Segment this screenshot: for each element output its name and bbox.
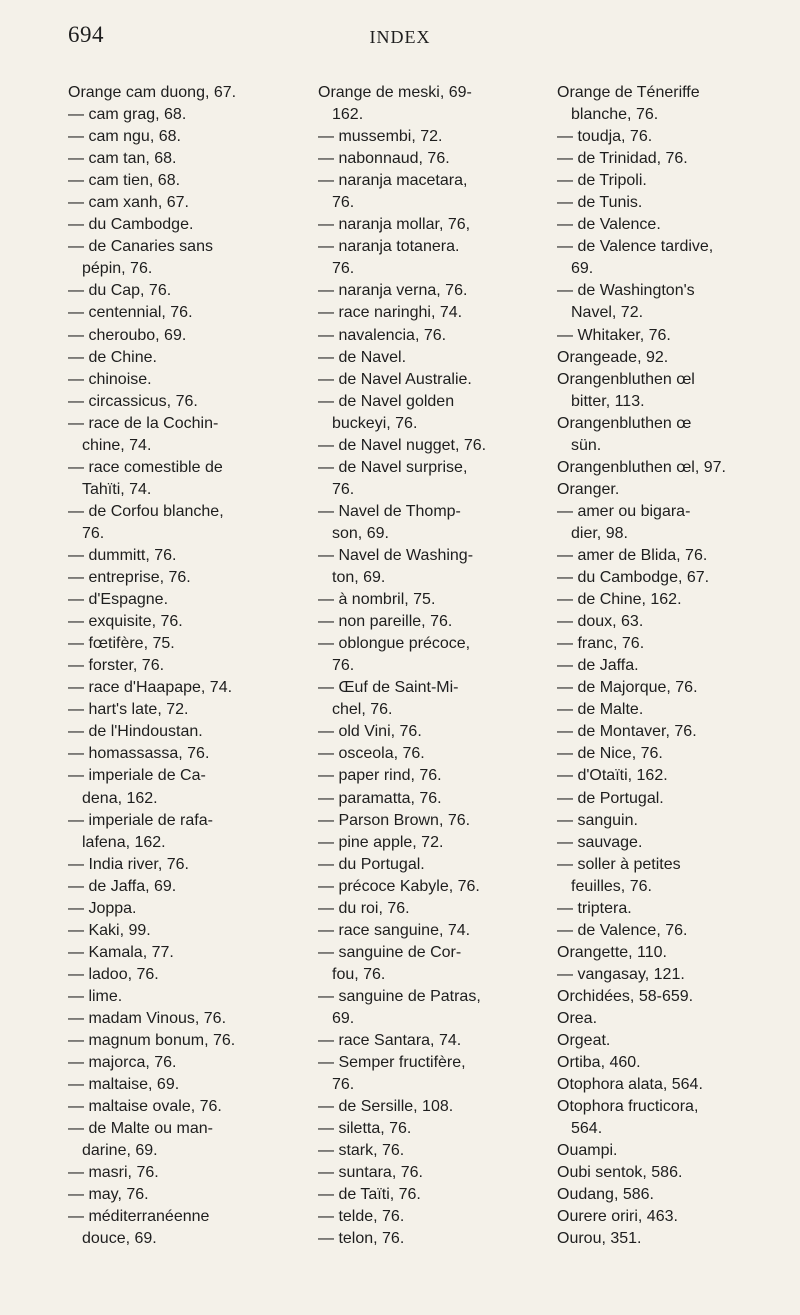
index-entry-line: — cam grag, 68. — [68, 106, 187, 124]
index-entry-line: — franc, 76. — [557, 635, 645, 653]
index-entry-line: — cheroubo, 69. — [68, 326, 187, 344]
index-entry-line: Orange de meski, 69- — [318, 84, 472, 101]
index-entry-line: — hart's late, 72. — [68, 701, 189, 719]
index-entry-line: — de Navel Australie. — [318, 370, 472, 388]
page-number: 694 — [68, 22, 104, 47]
index-entry-line: — naranja mollar, 76, — [318, 216, 471, 234]
index-entry-line: Orangeade, 92. — [557, 348, 669, 366]
index-entry-line: — de Tripoli. — [557, 172, 647, 190]
index-entry-line: son, 69. — [332, 524, 389, 542]
index-entry-line: — de Nice, 76. — [557, 745, 663, 763]
index-entry-line: — India river, 76. — [68, 855, 189, 873]
index-entry-line: — de Jaffa, 69. — [68, 877, 177, 895]
index-entry-line: chel, 76. — [332, 701, 393, 719]
index-entry-line: Orangenbluthen œ — [557, 414, 692, 432]
index-column-3 — [557, 82, 772, 1250]
index-entry-line: — sauvage. — [557, 833, 643, 851]
index-entry-line: — cam xanh, 67. — [68, 194, 189, 212]
index-entry-line: sün. — [571, 436, 602, 454]
index-entry-line: — de Montaver, 76. — [557, 723, 697, 741]
index-entry-line: — Kaki, 99. — [68, 921, 151, 939]
index-entry-line: — fœtifère, 75. — [68, 635, 175, 653]
index-entry-line: — du roi, 76. — [318, 899, 410, 917]
index-entry-line: fou, 76. — [332, 965, 386, 983]
index-entry-line: — de Jaffa. — [557, 657, 639, 675]
index-entry-line: — suntara, 76. — [318, 1164, 423, 1182]
index-entry-line: — Œuf de Saint-Mi- — [318, 679, 459, 697]
index-entry-line: — paramatta, 76. — [318, 789, 442, 807]
index-entry-line: — race naringhi, 74. — [318, 304, 463, 322]
index-entry-line: — de Corfou blanche, — [68, 502, 224, 520]
index-entry-line: — pine apple, 72. — [318, 833, 444, 851]
index-entry-line: — de Canaries sans — [68, 238, 213, 256]
running-head: INDEX — [369, 27, 431, 47]
index-entry-line: — navalencia, 76. — [318, 326, 447, 344]
index-entry-line: — masri, 76. — [68, 1164, 159, 1182]
index-entry-line: — centennial, 76. — [68, 304, 193, 322]
index-entry-line: — de Valence. — [557, 216, 661, 234]
index-entry-line: — exquisite, 76. — [68, 613, 183, 631]
index-entry-line: Orangenbluthen œl — [557, 370, 695, 388]
index-entry-line: — lime. — [68, 987, 123, 1005]
index-entry-line: — naranja verna, 76. — [318, 282, 468, 300]
index-entry-line: 564. — [571, 1120, 603, 1138]
index-entry-line: — entreprise, 76. — [68, 569, 191, 587]
index-entry-line: — du Cambodge. — [68, 216, 194, 234]
index-entry-line: bitter, 113. — [571, 392, 645, 410]
index-entry-line: pépin, 76. — [82, 260, 153, 278]
index-entry-line: Ourou, 351. — [557, 1230, 642, 1248]
index-entry-line: — de Valence, 76. — [557, 921, 688, 939]
index-entry-line: — du Cap, 76. — [68, 282, 172, 300]
index-entry-line: — Joppa. — [68, 899, 137, 917]
index-entry-line: buckeyi, 76. — [332, 414, 418, 432]
index-entry-line: — race d'Haapape, 74. — [68, 679, 233, 697]
index-entry-line: — amer ou bigara- — [557, 502, 691, 520]
index-entry-line: — Navel de Washing- — [318, 546, 474, 564]
index-entry-line: blanche, 76. — [571, 106, 659, 124]
index-entry-line: — cam tien, 68. — [68, 172, 181, 190]
index-entry-line: — précoce Kabyle, 76. — [318, 877, 480, 895]
index-entry-line: — magnum bonum, 76. — [68, 1032, 236, 1050]
index-entry-line: Otophora alata, 564. — [557, 1076, 703, 1094]
index-entry-line: — osceola, 76. — [318, 745, 425, 763]
index-entry-line: 76. — [332, 480, 355, 498]
index-entry-line: — stark, 76. — [318, 1142, 405, 1160]
index-entry-line: — Navel de Thomp- — [318, 502, 461, 520]
index-entry-line: Orange de Téneriffe — [557, 84, 700, 101]
index-entry-line: 76. — [332, 657, 355, 675]
index-entry-line: — majorca, 76. — [68, 1054, 177, 1072]
index-entry-line: Orangenbluthen œl, 97. — [557, 458, 726, 476]
index-column-1 — [68, 82, 293, 1250]
index-entry-line: — méditerranéenne — [68, 1208, 210, 1226]
index-entry-line: — de Tunis. — [557, 194, 643, 212]
index-entry-line: Orangette, 110. — [557, 943, 667, 961]
index-entry-line: Navel, 72. — [571, 304, 644, 322]
index-entry-line: darine, 69. — [82, 1142, 158, 1160]
index-entry-line: — race de la Cochin- — [68, 414, 219, 432]
index-entry-line: — de Chine, 162. — [557, 591, 682, 609]
index-entry-line: — telon, 76. — [318, 1230, 405, 1248]
index-entry-line: — homassassa, 76. — [68, 745, 210, 763]
index-entry-line: — du Cambodge, 67. — [557, 569, 710, 587]
index-entry-line: — may, 76. — [68, 1186, 149, 1204]
index-entry-line: — chinoise. — [68, 370, 152, 388]
index-column-2 — [318, 82, 533, 1250]
index-entry-line: — maltaise, 69. — [68, 1076, 180, 1094]
index-entry-line: — race sanguine, 74. — [318, 921, 471, 939]
index-entry-line: — triptera. — [557, 899, 632, 917]
index-entry-line: lafena, 162. — [82, 833, 166, 851]
index-entry-line: Ortiba, 460. — [557, 1054, 641, 1072]
index-columns — [68, 82, 768, 1282]
index-entry-line: Oranger. — [557, 480, 620, 498]
index-entry-line: — toudja, 76. — [557, 128, 653, 146]
index-entry-line: — d'Otaïti, 162. — [557, 767, 668, 785]
index-entry-line: — sanguine de Cor- — [318, 943, 462, 961]
index-entry-line: — de Sersille, 108. — [318, 1098, 454, 1116]
index-entry-line: — de Navel. — [318, 348, 407, 366]
index-entry-line: — Kamala, 77. — [68, 943, 174, 961]
index-entry-line: — doux, 63. — [557, 613, 644, 631]
index-entry-line: — dummitt, 76. — [68, 546, 177, 564]
index-entry-line: — siletta, 76. — [318, 1120, 412, 1138]
index-entry-line: — mussembi, 72. — [318, 128, 443, 146]
index-entry-line: — telde, 76. — [318, 1208, 405, 1226]
index-entry-line: — imperiale de Ca- — [68, 767, 206, 785]
index-entry-line: — à nombril, 75. — [318, 591, 436, 609]
index-entry-line: — old Vini, 76. — [318, 723, 422, 741]
index-entry-line: — cam ngu, 68. — [68, 128, 181, 146]
index-entry-line: chine, 74. — [82, 436, 152, 454]
index-entry-line: — cam tan, 68. — [68, 150, 177, 168]
index-entry-line: — maltaise ovale, 76. — [68, 1098, 222, 1116]
index-entry-line: — de Chine. — [68, 348, 157, 366]
index-entry-line: Tahïti, 74. — [82, 480, 152, 498]
index-entry-line: — madam Vinous, 76. — [68, 1009, 227, 1027]
index-entry-line: — vangasay, 121. — [557, 965, 685, 983]
index-entry-line: — Parson Brown, 76. — [318, 811, 471, 829]
index-entry-line: — de Navel nugget, 76. — [318, 436, 487, 454]
index-entry-line: — de Malte ou man- — [68, 1120, 213, 1138]
index-entry-line: — de Majorque, 76. — [557, 679, 698, 697]
page-header — [0, 0, 800, 60]
index-entry-line: — de Malte. — [557, 701, 644, 719]
index-entry-line: feuilles, 76. — [571, 877, 652, 895]
index-entry-line: 76. — [332, 260, 355, 278]
index-entry-line: — race Santara, 74. — [318, 1032, 462, 1050]
index-entry-line: 76. — [332, 1076, 355, 1094]
index-entry-line: — non pareille, 76. — [318, 613, 453, 631]
index-entry-line: 76. — [82, 524, 105, 542]
index-entry-line: 76. — [332, 194, 355, 212]
index-entry-line: 162. — [332, 106, 364, 124]
index-entry-line: — de Navel golden — [318, 392, 455, 410]
index-entry-line: — de Valence tardive, — [557, 238, 714, 256]
index-entry-line: — nabonnaud, 76. — [318, 150, 450, 168]
index-entry-line: dena, 162. — [82, 789, 158, 807]
index-entry-line: — de Taïti, 76. — [318, 1186, 421, 1204]
index-entry-line: dier, 98. — [571, 524, 628, 542]
index-entry-line: — de Portugal. — [557, 789, 664, 807]
index-entry-line: — forster, 76. — [68, 657, 165, 675]
index-entry-line: — de Washington's — [557, 282, 695, 300]
index-entry-line: — circassicus, 76. — [68, 392, 198, 410]
index-entry-line: — Whitaker, 76. — [557, 326, 671, 344]
index-entry-line: — sanguin. — [557, 811, 638, 829]
index-entry-line: — oblongue précoce, — [318, 635, 471, 653]
index-entry-line: — naranja macetara, — [318, 172, 468, 190]
index-entry-line: Otophora fructicora, — [557, 1098, 699, 1116]
index-entry-line: — de Trinidad, 76. — [557, 150, 688, 168]
index-entry-line: Orea. — [557, 1009, 598, 1027]
index-entry-line: — race comestible de — [68, 458, 223, 476]
index-entry-line: — soller à petites — [557, 855, 681, 873]
index-entry-line: 69. — [571, 260, 594, 278]
index-entry-line: — paper rind, 76. — [318, 767, 442, 785]
index-entry-line: Ourere oriri, 463. — [557, 1208, 678, 1226]
index-entry-line: — d'Espagne. — [68, 591, 169, 609]
index-entry-line: — sanguine de Patras, — [318, 987, 481, 1005]
index-entry-line: Orgeat. — [557, 1032, 611, 1050]
index-entry-line: — naranja totanera. — [318, 238, 460, 256]
index-entry-line: — ladoo, 76. — [68, 965, 159, 983]
index-entry-line: Orchidées, 58-659. — [557, 987, 694, 1005]
index-entry-line: Oudang, 586. — [557, 1186, 654, 1204]
index-entry-line: Orange cam duong, 67. — [68, 84, 237, 101]
index-entry-line: 69. — [332, 1009, 355, 1027]
index-entry-line: — du Portugal. — [318, 855, 425, 873]
index-entry-line: douce, 69. — [82, 1230, 157, 1248]
index-entry-line: — amer de Blida, 76. — [557, 546, 708, 564]
index-entry-line: — de l'Hindoustan. — [68, 723, 203, 741]
index-entry-line: — de Navel surprise, — [318, 458, 468, 476]
index-entry-line: Oubi sentok, 586. — [557, 1164, 683, 1182]
index-entry-line: Ouampi. — [557, 1142, 618, 1160]
index-entry-line: — Semper fructifère, — [318, 1054, 466, 1072]
index-entry-line: ton, 69. — [332, 569, 386, 587]
index-entry-line: — imperiale de rafa- — [68, 811, 213, 829]
